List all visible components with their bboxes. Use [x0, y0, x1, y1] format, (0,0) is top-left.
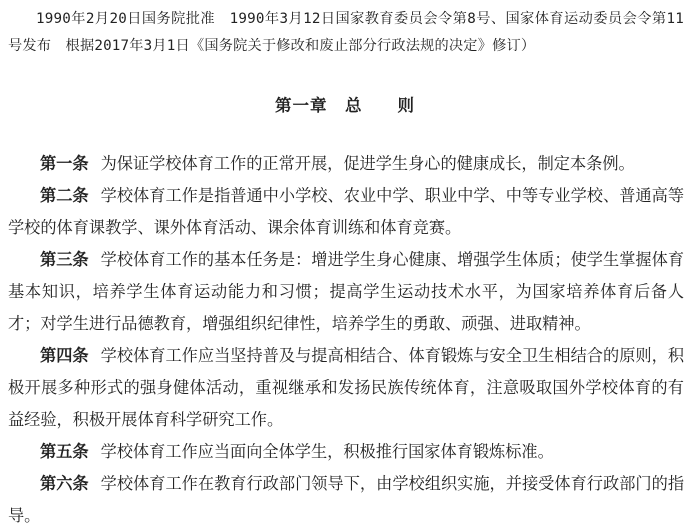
article-number: 第六条 — [40, 474, 89, 493]
article-1 — [8, 148, 684, 180]
article-number: 第二条 — [40, 186, 89, 205]
chapter-title: 第一章 总 则 — [275, 96, 415, 115]
article-text: 学校体育工作在教育行政部门领导下，由学校组织实施，并接受体育行政部门的指导。 — [8, 474, 685, 525]
article-list — [8, 148, 684, 532]
article-2 — [8, 180, 684, 244]
article-4 — [8, 340, 684, 436]
article-6 — [8, 468, 684, 532]
article-text: 为保证学校体育工作的正常开展，促进学生身心的健康成长，制定本条例。 — [100, 154, 635, 173]
article-number: 第三条 — [40, 250, 89, 269]
document-header: 1990年2月20日国务院批准 1990年3月12日国家教育委员会令第8号、国家体育运动委员会令第11号发布 根据2017年3月1日《国务院关于修改和废止部分行政法规的决定》修订） — [8, 11, 684, 54]
article-text: 学校体育工作是指普通中小学校、农业中学、职业中学、中等专业学校、普通高等学校的体育课教学、课外体育活动、课余体育训练和体育竞赛。 — [8, 186, 685, 237]
article-text: 学校体育工作的基本任务是：增进学生身心健康、增强学生体质；使学生掌握体育基本知识，培养学生体育运动能力和习惯；提高学生运动技术水平，为国家培养体育后备人才；对学生进行品德教育，增强组织纪律性，培养学生的勇敢、顽强、进取精神。 — [8, 250, 685, 333]
article-3 — [8, 244, 684, 340]
article-text: 学校体育工作应当面向全体学生，积极推行国家体育锻炼标准。 — [100, 442, 554, 461]
article-number: 第一条 — [40, 154, 89, 173]
article-number: 第五条 — [40, 442, 89, 461]
article-number: 第四条 — [40, 346, 89, 365]
article-5 — [8, 436, 684, 468]
article-text: 学校体育工作应当坚持普及与提高相结合、体育锻炼与安全卫生相结合的原则，积极开展多种形式的强身健体活动，重视继承和发扬民族传统体育，注意吸取国外学校体育的有益经验，积极开展体育科学研究工作。 — [8, 346, 685, 429]
